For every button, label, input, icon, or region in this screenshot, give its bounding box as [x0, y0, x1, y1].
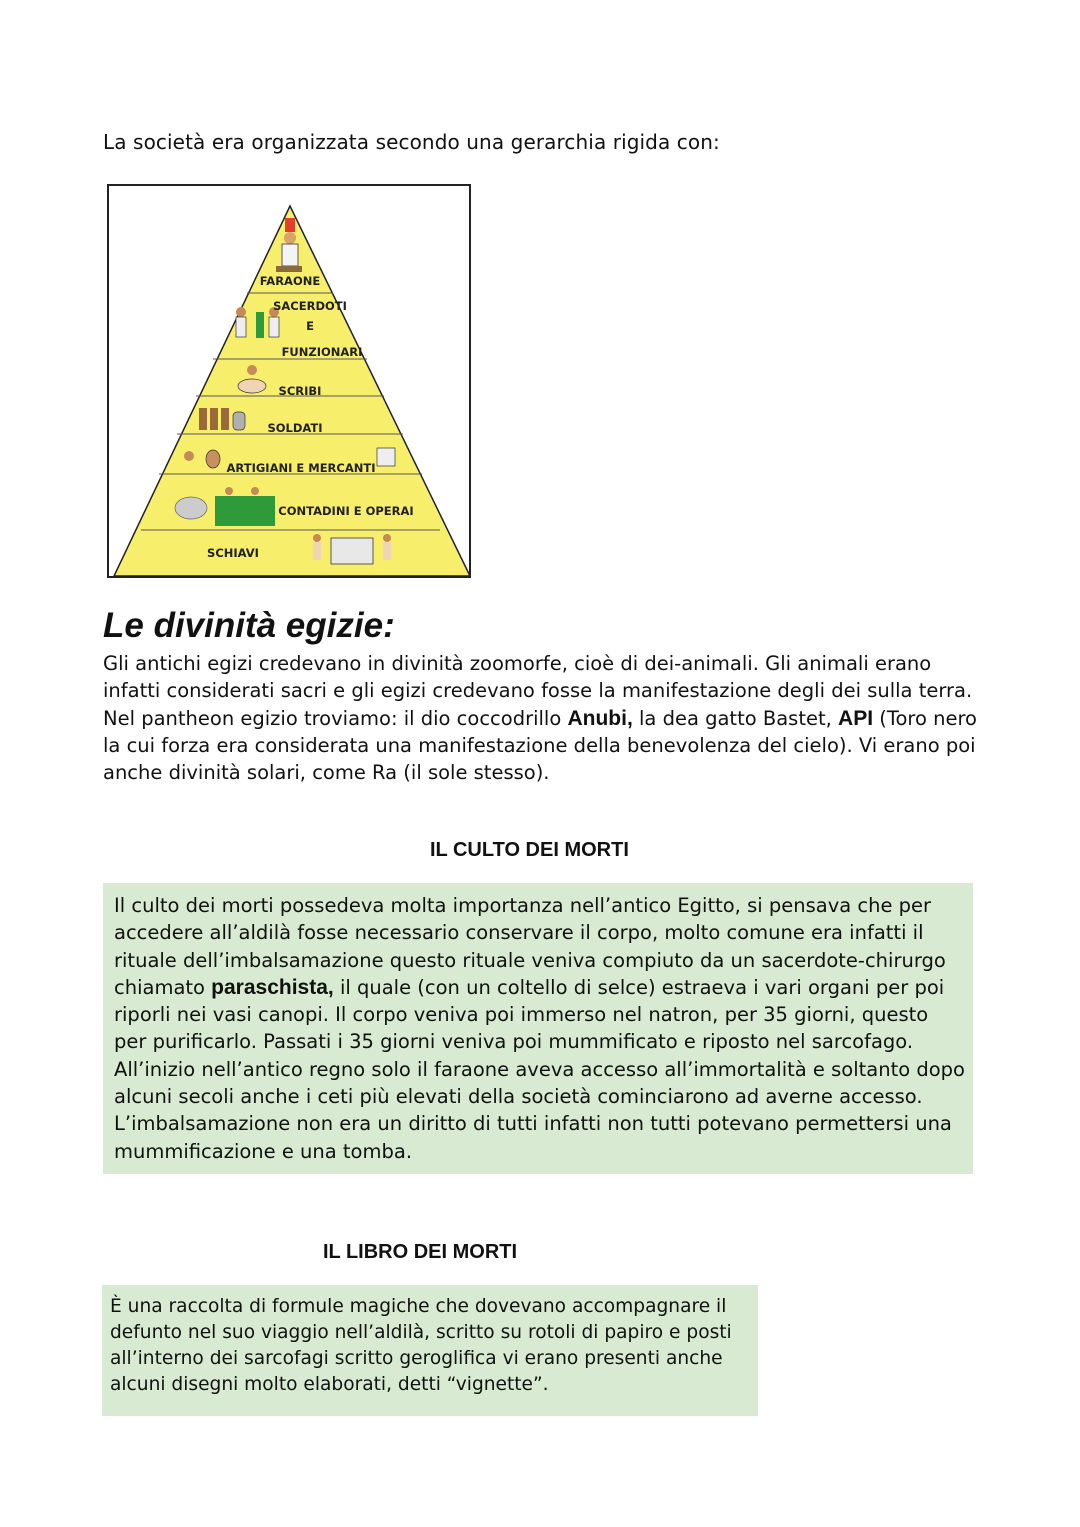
cult-text-1: Il culto dei morti possedeva molta importanza nell’antico Egitto, si pensava che per accedere all’aldilà fosse necessario conservare il corpo, molto comune era infatti il rituale dell’imbalsamazione questo rituale veniva compiuto da un sacerdote-chirurgo chiamato paraschista, il quale (con un coltello di selce) estraeva i vari organi per poi riporli nei vasi canopi. Il corpo veniva poi immerso nel natron, per 35 giorni, questo per purificarlo. Passati i 35 giorni veniva poi mummificato e riposto nel sarcofago. [114, 894, 946, 1054]
book-box [102, 1285, 758, 1416]
label-artigiani: ARTIGIANI E MERCANTI [226, 461, 376, 475]
label-contadini: CONTADINI E OPERAI [278, 504, 414, 518]
intro-text: La società era organizzata secondo una gerarchia rigida con: [103, 130, 720, 154]
api-bold: API [838, 706, 874, 730]
cult-box [103, 883, 973, 1174]
book-text: È una raccolta di formule magiche che dovevano accompagnare il defunto nel suo viaggio nell’aldilà, scritto su rotoli di papiro e posti all’interno dei sarcofagi scritto geroglifica vi erano presenti anche alcuni disegni molto elaborati, detti “vignette”. [110, 1296, 732, 1395]
anubi-bold: Anubi, [567, 706, 633, 730]
divinities-p1: Gli antichi egizi credevano in divinità zoomorfe, cioè di dei-animali. Gli animali erano infatti considerati sacri e gli egizi credevano fosse la manifestazione degli dei sulla terra. [103, 652, 973, 703]
label-e: E [306, 319, 314, 333]
divinities-heading: Le divinità egizie: [103, 606, 395, 645]
label-faraone: FARAONE [259, 274, 321, 288]
paraschista-bold: paraschista, [211, 975, 334, 999]
divinities-p2: Nel pantheon egizio troviamo: il dio coccodrillo Anubi, la dea gatto Bastet, API (Toro nero la cui forza era considerata una manifestazione della benevolenza del cielo). Vi erano poi anche divinità solari, come Ra (il sole stesso). [103, 706, 977, 785]
label-sacerdoti: SACERDOTI [273, 299, 347, 313]
label-soldati: SOLDATI [267, 421, 323, 435]
label-scribi: SCRIBI [278, 384, 322, 398]
social-pyramid-figure [107, 184, 471, 578]
divinities-paragraph [103, 650, 983, 786]
pyramid-diagram [109, 186, 473, 580]
cult-text-2: All’inizio nell’antico regno solo il faraone aveva accesso all’immortalità e soltanto dopo alcuni secoli anche i ceti più elevati della società cominciarono ad averne accesso. L’imbalsamazione non era un diritto di tutti infatti non tutti potevano permettersi una mummificazione e una tomba. [114, 1057, 965, 1163]
label-funzionari: FUNZIONARI [281, 345, 363, 359]
label-schiavi: SCHIAVI [207, 546, 259, 560]
cult-heading: IL CULTO DEI MORTI [430, 839, 629, 861]
book-heading: IL LIBRO DEI MORTI [323, 1241, 518, 1263]
